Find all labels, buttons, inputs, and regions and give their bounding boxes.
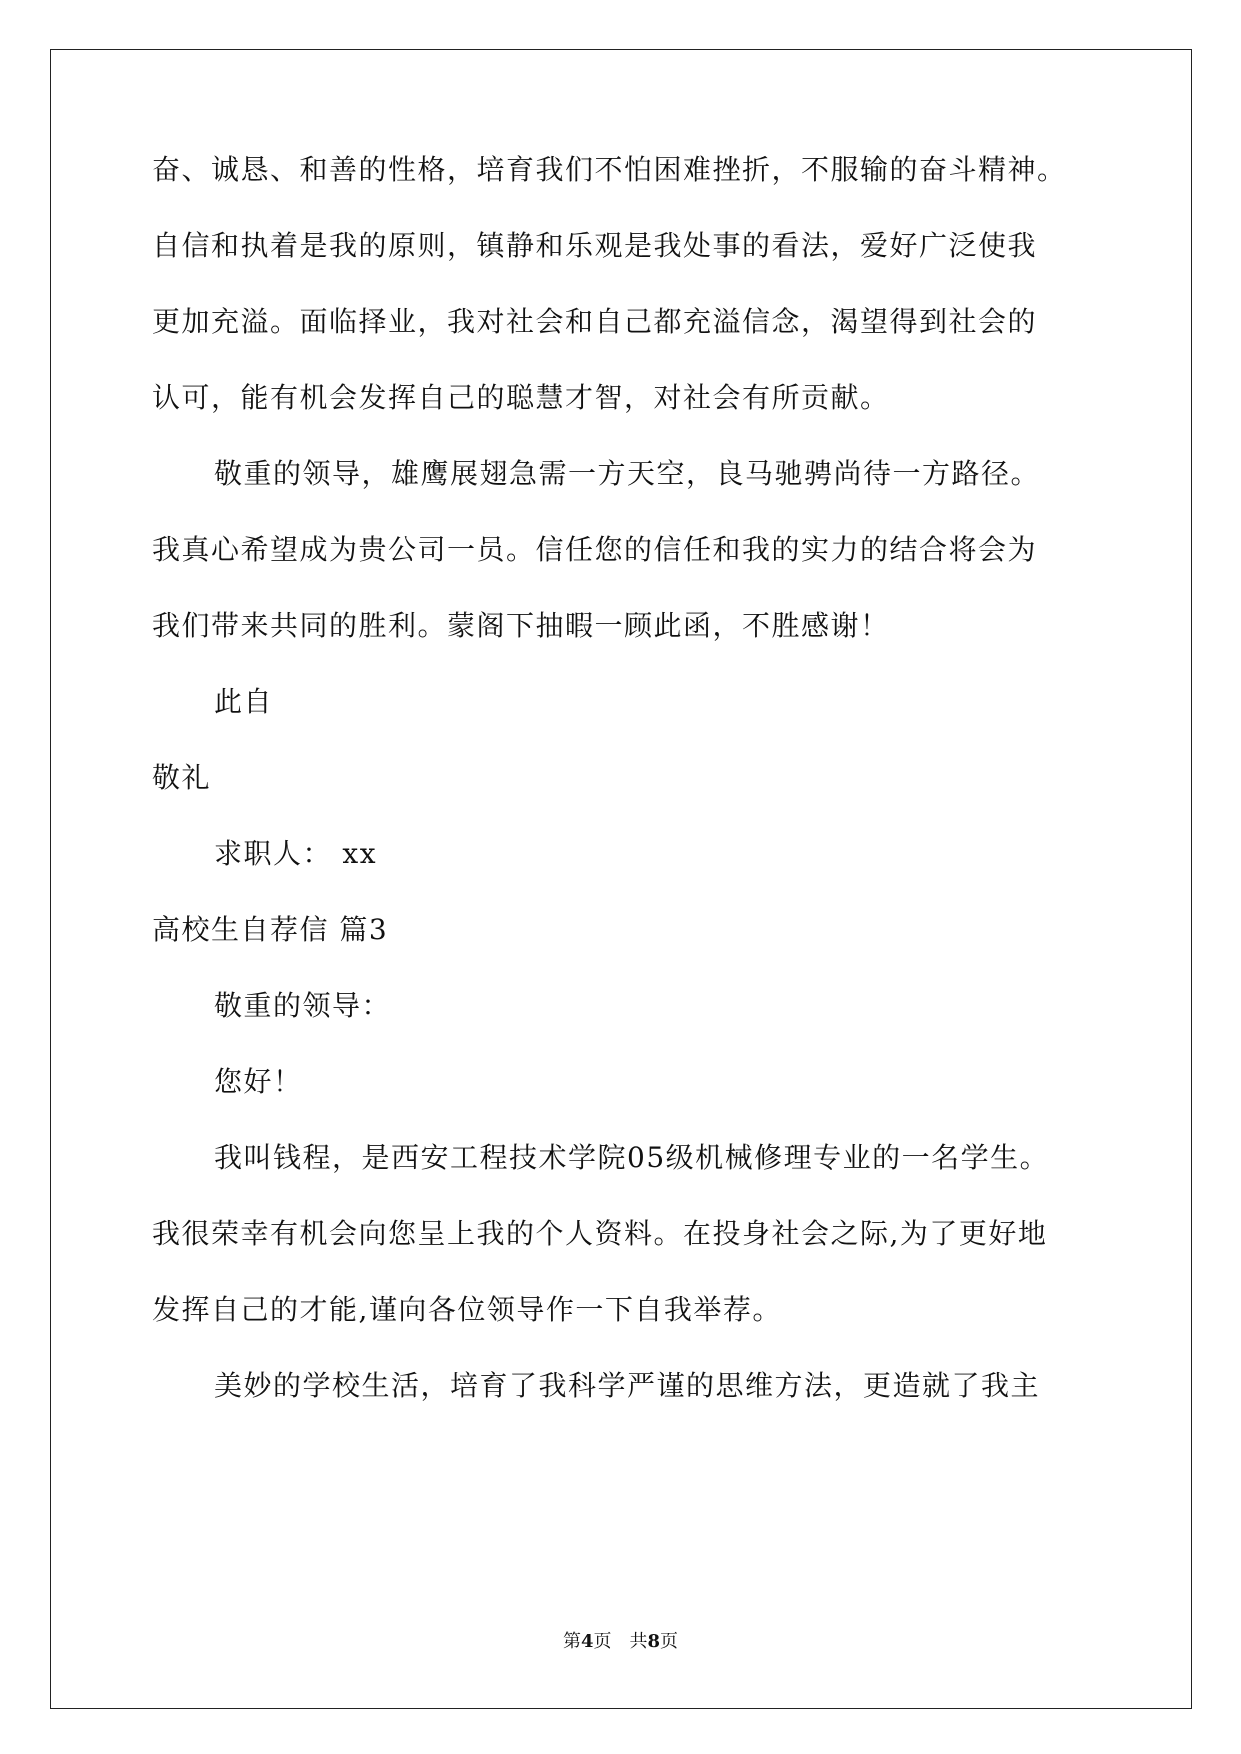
text-line: 发挥自己的才能,谨向各位领导作一下自我举荐。	[152, 1293, 782, 1326]
greeting-line: 您好！	[214, 1065, 303, 1098]
text-line: 自信和执着是我的原则，镇静和乐观是我处事的看法，爱好广泛使我	[152, 229, 1038, 262]
text-line: 更加充溢。面临择业，我对社会和自己都充溢信念，渴望得到社会的	[152, 305, 1038, 338]
text-line: 我很荣幸有机会向您呈上我的个人资料。在投身社会之际,为了更好地	[152, 1217, 1048, 1250]
total-page-number: 8	[647, 1631, 661, 1652]
footer-prefix: 第	[562, 1631, 581, 1652]
page-border	[50, 49, 1192, 1709]
footer-suffix: 页	[660, 1631, 679, 1652]
text-line: 认可，能有机会发挥自己的聪慧才智，对社会有所贡献。	[152, 381, 890, 414]
text-line: 我们带来共同的胜利。蒙阁下抽暇一顾此函，不胜感谢！	[152, 609, 890, 642]
paragraph-start-line: 我叫钱程，是西安工程技术学院05级机械修理专业的一名学生。	[214, 1141, 1050, 1174]
footer-middle: 页 共	[593, 1631, 648, 1652]
salutation: 敬礼	[152, 761, 212, 794]
section-heading: 高校生自荐信 篇3	[152, 913, 389, 946]
paragraph-start-line: 敬重的领导，雄鹰展翅急需一方天空，良马驰骋尚待一方路径。	[214, 457, 1041, 490]
paragraph-start-line: 美妙的学校生活，培育了我科学严谨的思维方法，更造就了我主	[214, 1369, 1041, 1402]
text-line: 我真心希望成为贵公司一员。信任您的信任和我的实力的结合将会为	[152, 533, 1038, 566]
greeting-line: 敬重的领导：	[214, 989, 392, 1022]
closing-phrase: 此自	[214, 685, 274, 718]
page-footer	[0, 1630, 1241, 1654]
text-line: 奋、诚恳、和善的性格，培育我们不怕困难挫折，不服输的奋斗精神。	[152, 153, 1067, 186]
applicant-signature: 求职人： xx	[214, 837, 377, 870]
current-page-number: 4	[580, 1631, 594, 1652]
